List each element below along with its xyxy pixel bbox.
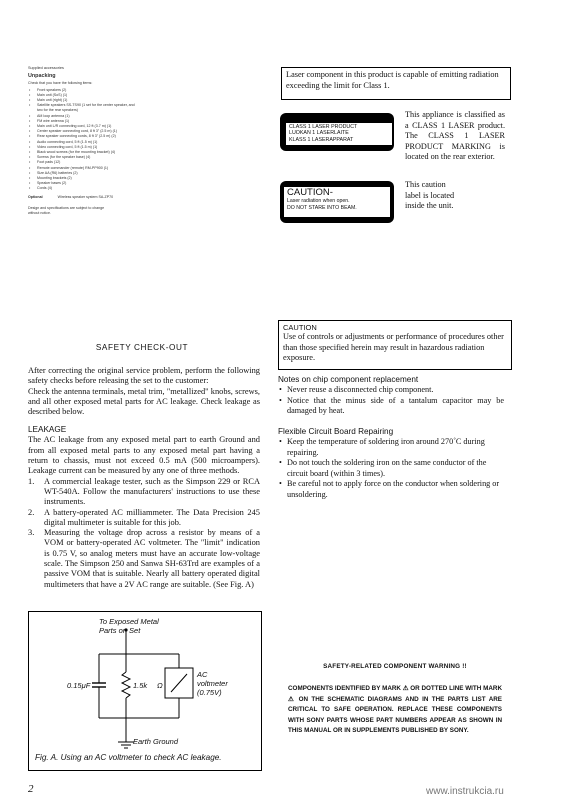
- class-label-line: LUOKAN 1 LASERLAITE: [289, 130, 349, 137]
- safety-checkout-title: SAFETY CHECK-OUT: [95, 343, 189, 352]
- list-item: • Main unit (SoS) (1): [28, 93, 136, 98]
- list-item: • Main unit L/R connecting cord, 12 ft (3.7 m) (1): [28, 124, 136, 129]
- list-item: • Mounting brackets (2): [28, 176, 136, 181]
- list-item: • Do not touch the soldering iron on the same conductor of the circuit board (within 3 times).: [278, 458, 504, 479]
- method-text: A battery-operated AC milliammeter. The Data Precision 245 digital multimeter is suitable for this job.: [44, 507, 260, 527]
- page-number: 2: [28, 783, 34, 795]
- method-number: 3.: [28, 528, 35, 538]
- list-item: • Satellite speakers SS-TS90 (1 set for the center speaker, and two for the rear speakers): [28, 103, 136, 113]
- figure-top-label-1: To Exposed Metal: [99, 617, 159, 626]
- class-label-line: KLASS 1 LASERAPPARAT: [289, 136, 354, 143]
- chip-notes-title: Notes on chip component replacement: [278, 375, 419, 384]
- list-item: • Remote commander (remote) RM-PP900 (1): [28, 166, 136, 171]
- leakage-heading: LEAKAGE: [28, 425, 67, 435]
- accessories-optional: [28, 195, 136, 200]
- laser-note-box: [281, 67, 511, 100]
- list-item: • Black wood screws (for the mounting bracket) (4): [28, 150, 136, 155]
- method-text: A commercial leakage tester, such as the Simpson 229 or RCA WT-540A. Follow the manufacturers' instructions to use these instruments.: [44, 476, 260, 507]
- safety-intro: After correcting the original service problem, perform the following safety checks before releasing the set to the customer:: [28, 366, 260, 386]
- chip-notes-list: [278, 385, 504, 417]
- list-item: • Rear speaker connecting cords, 8 ft 3" (2.5 m) (2): [28, 134, 136, 139]
- list-item: • Size AA (R6) batteries (2): [28, 171, 136, 176]
- safety-warning-title: SAFETY-RELATED COMPONENT WARNING !!: [323, 663, 467, 670]
- method-item: [28, 477, 260, 508]
- list-item: • Video connecting cord, 5 ft (1.5 m) (1): [28, 145, 136, 150]
- caution-box: [278, 320, 512, 370]
- ohm-symbol: Ω: [157, 681, 163, 690]
- method-number: 1.: [28, 476, 35, 486]
- class-1-description: This appliance is classified as a CLASS 1 LASER product. The CLASS 1 LASER PRODUCT MARKING is located on the rear exterior.: [405, 110, 505, 161]
- list-item: • Audio connecting cord, 5 ft (1.5 m) (1): [28, 140, 136, 145]
- figure-meter-label-3: (0.75V): [197, 688, 222, 697]
- list-item: • Center speaker connecting cord, 8 ft 3" (2.5 m) (1): [28, 129, 136, 134]
- optional-label: Optional: [28, 194, 43, 199]
- figure-resistor-label: 1.5k: [133, 681, 148, 690]
- safety-component-warning: [288, 663, 502, 737]
- list-item: • Cords (4): [28, 186, 136, 191]
- method-item: [28, 508, 260, 529]
- figure-capacitor-label: 0.15μF: [67, 681, 91, 690]
- caution-label-title: CAUTION-: [287, 187, 333, 198]
- leakage-circuit-diagram: [29, 612, 261, 770]
- accessories-footnote: Design and specifications are subject to change without notice.: [28, 205, 105, 216]
- list-item: • Notice that the minus side of a tantalum capacitor may be damaged by heat.: [278, 396, 504, 417]
- class-label-line: CLASS 1 LASER PRODUCT: [289, 124, 358, 130]
- list-item: • Never reuse a disconnected chip component.: [278, 385, 504, 396]
- safety-checkout-body: [28, 366, 260, 590]
- flex-board-list: [278, 437, 504, 500]
- laser-note: Laser component in this product is capable of emitting radiation exceeding the limit for Class 1.: [286, 70, 499, 90]
- list-item: • Foot pads (12): [28, 160, 136, 165]
- flex-board-section: [278, 427, 504, 500]
- safety-intro-2: Check the antenna terminals, metal trim, "metallized" knobs, screws, and all other exposed metal parts for AC leakage. Check leakage as described below.: [28, 386, 260, 417]
- flex-board-title: Flexible Circuit Board Repairing: [278, 427, 394, 436]
- caution-label-description: This caution label is located inside the unit.: [405, 180, 455, 210]
- optional-value: Wireless speaker system SA-ZP70: [57, 194, 114, 199]
- accessories-intro: Check that you have the following items:: [28, 81, 93, 86]
- list-item: • AM loop antenna (1): [28, 114, 136, 119]
- list-item: • Keep the temperature of soldering iron around 270˚C during repairing.: [278, 437, 504, 458]
- accessories-section: [28, 66, 136, 216]
- safety-warning-text: COMPONENTS IDENTIFIED BY MARK ⚠ OR DOTTED LINE WITH MARK ⚠ ON THE SCHEMATIC DIAGRAMS AND IN THE PARTS LIST ARE CRITICAL TO SAFE OPERATION. REPLACE THESE COMPONENTS WITH SONY PARTS WHOSE PART NUMBERS APPEAR AS SHOWN IN THIS MANUAL OR IN SUPPLEMENTS PUBLISHED BY SONY.: [288, 685, 502, 734]
- caution-box-text: Use of controls or adjustments or performance of procedures other than those specified herein may result in hazardous radiation exposure.: [283, 332, 504, 362]
- leakage-methods: [28, 477, 260, 590]
- method-item: [28, 528, 260, 590]
- figure-ground-label: Earth Ground: [133, 737, 179, 746]
- chip-notes-section: [278, 375, 504, 417]
- list-item: • Speaker bases (2): [28, 181, 136, 186]
- list-item: • Be careful not to apply force on the conductor when soldering or unsoldering.: [278, 479, 504, 500]
- list-item: • Screws (for the speaker base) (4): [28, 155, 136, 160]
- figure-meter-label-1: AC: [197, 670, 208, 679]
- figure-top-label-2: Parts on Set: [99, 626, 141, 635]
- caution-laser-label: [280, 181, 394, 223]
- list-item: • Main unit (right) (1): [28, 98, 136, 103]
- figure-caption: Fig. A. Using an AC voltmeter to check AC leakage.: [35, 753, 222, 762]
- list-item: • Front speakers (2): [28, 88, 136, 93]
- class-1-laser-label: [280, 113, 394, 151]
- figure-meter-label-2: voltmeter: [197, 679, 228, 688]
- class-1-label-inner: [286, 123, 392, 145]
- accessories-heading: Supplied accessories: [28, 66, 64, 70]
- figure-a-box: [28, 611, 262, 771]
- caution-label-inner: [284, 187, 390, 217]
- accessories-subheading: Unpacking: [28, 73, 56, 80]
- list-item: • FM wire antenna (1): [28, 119, 136, 124]
- leakage-text: The AC leakage from any exposed metal part to earth Ground and from all exposed metal parts to any exposed metal part having a return to chassis, must not exceed 0.5 mA (500 microampers). Leakage current can be measured by any one of three methods.: [28, 435, 260, 476]
- method-text: Measuring the voltage drop across a resistor by means of a VOM or battery-operated AC voltmeter. The "limit" indication is 0.75 V, so analog meters must have an accurate low-voltage scale. The Simpson 250 and Sanwa SH-63Trd are examples of a passive VOM that is suitable. Nearly all battery operated digital multimeters that have a 2V AC range are suitable. (See Fig. A): [44, 528, 260, 589]
- caution-label-line: DO NOT STARE INTO BEAM.: [287, 205, 357, 211]
- method-number: 2.: [28, 507, 35, 517]
- accessories-list: [28, 88, 136, 192]
- caution-label-line: Laser radiation when open.: [287, 198, 350, 204]
- watermark: www.instrukcia.ru: [426, 786, 504, 797]
- caution-box-title: CAUTION: [283, 323, 317, 332]
